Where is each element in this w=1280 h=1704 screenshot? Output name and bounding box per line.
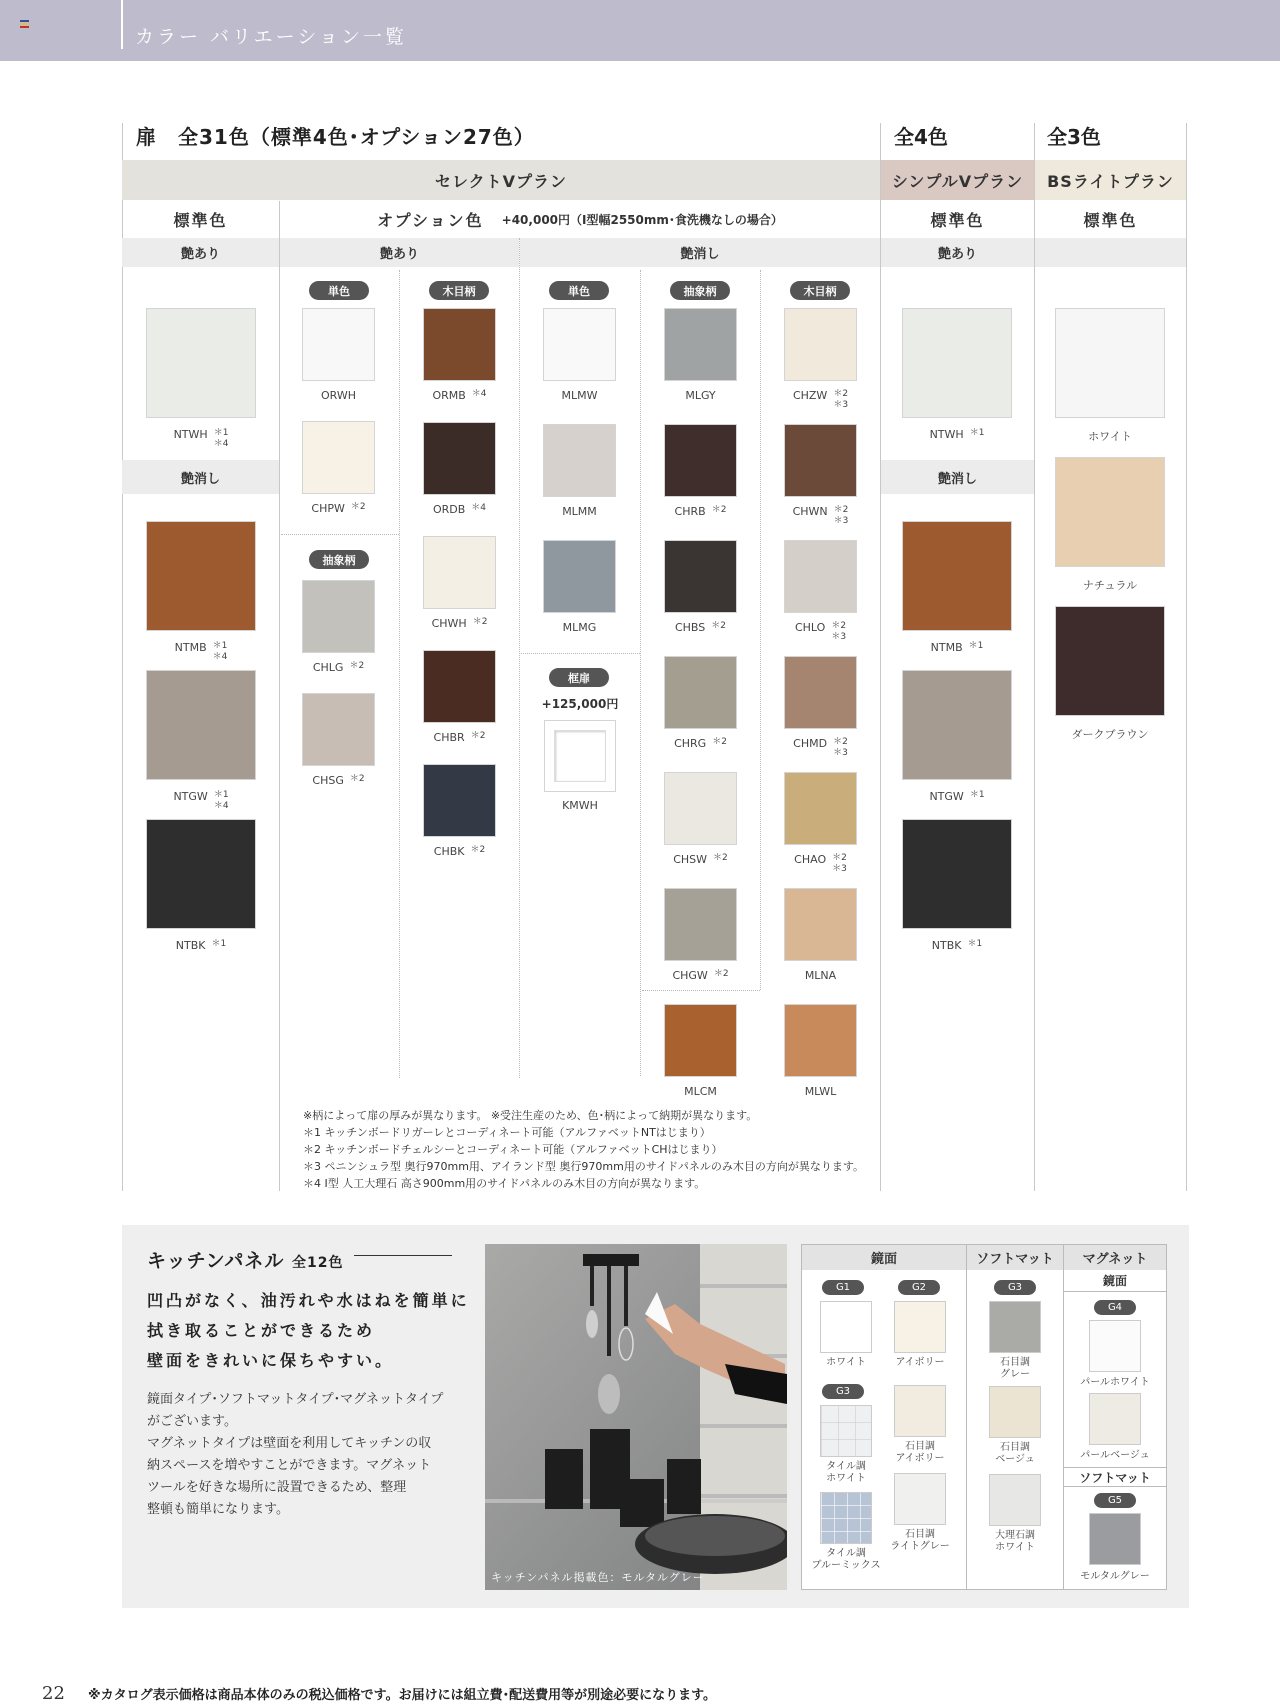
swatch-label: [282, 502, 395, 515]
grid-line: [880, 123, 881, 1191]
group-g4: G4: [1094, 1300, 1136, 1315]
grid-dot-line: [521, 653, 640, 654]
swatch-label: [644, 389, 757, 402]
swatch-mlcm: [664, 1004, 737, 1077]
swatch-code: NTGW: [173, 790, 208, 803]
swatch-note: ＊2 ＊3: [833, 737, 848, 758]
panel-swatch-label: ホワイト: [826, 1357, 866, 1368]
plan-simple: シンプルVプラン: [881, 160, 1034, 200]
swatch-chrb: [664, 424, 737, 497]
kitchen-photo: [485, 1244, 787, 1590]
swatch-note: ＊4: [471, 389, 487, 399]
swatch-note: ＊1: [969, 790, 985, 800]
grid-dot-line: [760, 270, 761, 990]
swatch-label: [1035, 726, 1185, 742]
option-label: オプション色: [377, 211, 484, 230]
note-line: ＊3 ペニンシュラ型 奥行970mm用、アイランド型 奥行970mm用のサイドパネルのみ木目の方向が異なります。: [303, 1160, 864, 1173]
panel-swatch-label: アイボリー: [895, 1357, 945, 1368]
th-magnet-soft: ソフトマット: [1064, 1467, 1166, 1487]
simple-matte-header: 艶消し: [881, 460, 1034, 494]
swatch-note: ＊2 ＊3: [832, 853, 847, 874]
page-number: 22: [42, 1683, 65, 1704]
plan-select: セレクトVプラン: [122, 160, 880, 200]
swatch-label: [764, 969, 877, 982]
tag-solid: 単色: [549, 281, 609, 300]
swatch-chrg: [664, 656, 737, 729]
std-gloss-header: 艶あり: [122, 238, 279, 267]
grid-dot-line: [642, 990, 760, 991]
simple-gloss-header: 艶あり: [881, 238, 1034, 267]
panel-swatch-label: タイル調 ブルーミックス: [811, 1548, 881, 1571]
th-magnet-mirror: 鏡面: [1064, 1270, 1166, 1292]
swatch-note: ＊1: [969, 428, 985, 438]
swatch-code: ORDB: [432, 503, 466, 516]
swatch-code: MLGY: [685, 389, 716, 402]
grid-dot-line: [399, 270, 400, 1078]
swatch-label: [403, 731, 516, 744]
swatch-code: CHBR: [433, 731, 465, 744]
frame-price: +125,000円: [541, 697, 619, 711]
swatch-note: ＊2: [350, 502, 366, 512]
swatch-code: NTMB: [174, 641, 207, 654]
tag-solid: 単色: [309, 281, 369, 300]
swatch-ntbk: [146, 819, 256, 929]
swatch-code: CHBK: [433, 845, 465, 858]
grid-line: [1186, 123, 1187, 1191]
panel-swatch-label: 石目調 グレー: [1000, 1357, 1030, 1380]
note-line: ＊4 I型 人工大理石 高さ900mm用のサイドパネルのみ木目の方向が異なります。: [303, 1177, 706, 1190]
swatch-chzw: [784, 308, 857, 381]
swatch-chwn: [784, 424, 857, 497]
swatch-label: [1035, 428, 1185, 444]
swatch-code: ダークブラウン: [1071, 728, 1149, 741]
kitchen-panel-lead: [147, 1286, 470, 1376]
panel-swatch-ivory: [894, 1301, 946, 1353]
swatch-ntbk: [902, 819, 1012, 929]
swatch-note: ＊4: [471, 503, 487, 513]
swatch-label: [403, 845, 516, 858]
swatch-chlo: [784, 540, 857, 613]
lead-line: 拭き取ることができるため: [147, 1321, 376, 1340]
photo-caption: キッチンパネル掲載色：モルタルグレー: [491, 1571, 705, 1584]
swatch-note: ＊1 ＊4: [212, 641, 228, 662]
swatch-chbk: [423, 764, 496, 837]
swatch-chsg: [302, 693, 375, 766]
kitchen-panel-count: 全12色: [291, 1255, 344, 1271]
body-line: 納スペースを増やすことができます。マグネット: [147, 1458, 432, 1473]
swatch-code: MLMG: [562, 621, 597, 634]
swatch-code: MLCM: [684, 1085, 717, 1098]
swatch-label: KMWH: [562, 799, 598, 812]
plan-bs: BSライトプラン: [1035, 160, 1186, 200]
swatch-note: ＊2: [711, 505, 727, 515]
panel-swatch-label: パールベージュ: [1080, 1450, 1150, 1461]
swatch-code: CHRB: [674, 505, 706, 518]
grid-dot-line: [519, 238, 520, 1078]
panel-swatch-mortar-grey: [1089, 1513, 1141, 1565]
swatch-mlmm: [543, 424, 616, 497]
group-g5: G5: [1094, 1493, 1136, 1508]
swatch-chbs: [664, 540, 737, 613]
swatch-note: ＊2: [712, 737, 727, 747]
swatch-note: ＊2: [349, 774, 365, 784]
swatch-code: NTBK: [175, 939, 206, 952]
swatch-ntwh: [146, 308, 256, 418]
panel-swatch-stone-lightgrey: [894, 1473, 946, 1525]
swatch-chlg: [302, 580, 375, 653]
swatch-code: CHMD: [793, 737, 828, 750]
swatch-label: [764, 621, 877, 643]
panel-swatch-stone-grey: [989, 1301, 1041, 1353]
swatch-code: CHZW: [792, 389, 828, 402]
swatch-ntwh: [902, 308, 1012, 418]
kitchen-panel-body: [147, 1389, 443, 1521]
swatch-label: [882, 428, 1032, 441]
bs-count: 全3色: [1047, 125, 1101, 149]
panel-swatch-tile-white: [820, 1405, 872, 1457]
swatch-chbr: [423, 650, 496, 723]
tag-wood: 木目柄: [429, 281, 489, 300]
swatch-note: ＊2: [711, 621, 727, 631]
panel-swatch-white: [820, 1301, 872, 1353]
swatch-ナチュラル: [1055, 457, 1165, 567]
header-divider: [121, 0, 123, 49]
swatch-label: [282, 661, 395, 674]
panel-swatch-label: モルタルグレー: [1080, 1571, 1150, 1582]
kitchen-panel-color-table: [801, 1244, 1167, 1590]
panel-swatch-pearl-white: [1089, 1320, 1141, 1372]
swatch-label: [126, 428, 276, 450]
swatch-label: [523, 621, 636, 634]
swatch-code: NTWH: [173, 428, 208, 441]
option-price: +40,000円（I型幅2550mm･食洗機なしの場合）: [501, 213, 783, 227]
swatch-code: CHAO: [794, 853, 827, 866]
option-header: [280, 204, 880, 235]
footer-note: ※カタログ表示価格は商品本体のみの税込価格です。お届けには組立費･配送費用等が別途必要になります。: [88, 1688, 717, 1703]
swatch-label: [523, 505, 636, 518]
swatch-mlmg: [543, 540, 616, 613]
swatch-label: [403, 389, 516, 402]
grid-dot-line: [640, 270, 641, 1076]
group-g3: G3: [994, 1280, 1036, 1295]
swatch-label: [523, 389, 636, 402]
body-line: 鏡面タイプ･ソフトマットタイプ･マグネットタイプ: [147, 1392, 444, 1407]
grid-line: [122, 123, 123, 1191]
swatch-label: [882, 939, 1032, 952]
swatch-code: NTBK: [931, 939, 962, 952]
door-section-title: 扉 全31色（標準4色･オプション27色）: [136, 125, 535, 149]
logo-icon: [20, 20, 29, 27]
panel-swatch-label: パールホワイト: [1080, 1377, 1150, 1388]
swatch-code: ナチュラル: [1082, 579, 1138, 592]
swatch-note: ＊1: [211, 939, 227, 949]
swatch-code: CHLO: [794, 621, 826, 634]
swatch-code: NTMB: [930, 641, 963, 654]
swatch-label: [764, 1085, 877, 1098]
swatch-mlna: [784, 888, 857, 961]
swatch-chwh: [423, 536, 496, 609]
bs-header-blank: [1035, 238, 1186, 267]
swatch-note: ＊1: [968, 641, 984, 651]
swatch-label: [644, 853, 757, 866]
std-matte-header: 艶消し: [122, 460, 279, 494]
swatch-label: [764, 505, 877, 527]
swatch-chpw: [302, 421, 375, 494]
opt-gloss-header: 艶あり: [280, 238, 519, 267]
swatch-code: CHSG: [312, 774, 344, 787]
swatch-note: ＊2: [713, 969, 729, 979]
kitchen-photo-illustration: [485, 1244, 787, 1590]
swatch-code: CHPW: [311, 502, 345, 515]
table-divider: [1063, 1245, 1064, 1589]
swatch-code: CHSW: [673, 853, 708, 866]
swatch-code: MLNA: [804, 969, 837, 982]
th-mirror: 鏡面: [802, 1245, 966, 1270]
swatch-ormb: [423, 308, 496, 381]
panel-swatch-tile-blue: [820, 1492, 872, 1544]
panel-swatch-label: タイル調 ホワイト: [826, 1461, 866, 1484]
swatch-code: MLWL: [804, 1085, 837, 1098]
swatch-code: MLMM: [562, 505, 597, 518]
panel-swatch-pearl-beige: [1089, 1393, 1141, 1445]
body-line: 整頓も簡単になります。: [147, 1502, 289, 1517]
swatch-ordb: [423, 422, 496, 495]
panel-swatch-stone-beige: [989, 1386, 1041, 1438]
std-label: 標準色: [173, 211, 228, 230]
body-line: マグネットタイプは壁面を利用してキッチンの収: [147, 1436, 432, 1451]
swatch-code: NTGW: [929, 790, 964, 803]
swatch-label: [126, 939, 276, 952]
tag-frame: 框扉: [549, 668, 609, 687]
th-softmatte: ソフトマット: [967, 1245, 1063, 1270]
swatch-label: [282, 774, 395, 787]
swatch-label: [644, 505, 757, 518]
swatch-label: [882, 790, 1032, 803]
group-g2: G2: [898, 1280, 940, 1295]
swatch-ダークブラウン: [1055, 606, 1165, 716]
grid-line: [1034, 123, 1035, 1191]
swatch-note: ＊2 ＊3: [833, 505, 849, 526]
body-line: ツールを好きな場所に設置できるため、整理: [147, 1480, 407, 1495]
swatch-label: [882, 641, 1032, 654]
swatch-code: CHGW: [672, 969, 708, 982]
swatch-note: ＊2 ＊3: [831, 621, 847, 642]
swatch-label: [764, 389, 877, 411]
kitchen-panel-title-text: キッチンパネル: [147, 1250, 285, 1272]
swatch-mlgy: [664, 308, 737, 381]
swatch-label: [403, 617, 516, 630]
page-header: [0, 0, 1280, 61]
page-title: カラー バリエーション一覧: [135, 26, 407, 48]
swatch-mlmw: [543, 308, 616, 381]
swatch-label: [644, 969, 757, 982]
title-rule: [354, 1255, 452, 1256]
th-magnet: マグネット: [1064, 1245, 1166, 1270]
swatch-label: [764, 737, 877, 759]
swatch-note: ＊1: [967, 939, 983, 949]
swatch-label: [126, 790, 276, 812]
tag-abstract: 抽象柄: [309, 550, 369, 569]
group-g3: G3: [822, 1384, 864, 1399]
swatch-ntgw: [146, 670, 256, 780]
swatch-note: ＊2: [472, 617, 488, 627]
kitchen-panel-title: [147, 1246, 343, 1273]
panel-swatch-label: 石目調 ベージュ: [995, 1442, 1035, 1465]
note-line: ※柄によって扉の厚みが異なります。 ※受注生産のため、色･柄によって納期が異なります。: [303, 1109, 758, 1122]
note-line: ＊2 キッチンボードチェルシーとコーディネート可能（アルファベットCHはじまり）: [303, 1143, 723, 1156]
swatch-note: ＊1 ＊4: [213, 428, 229, 449]
swatch-label: [1035, 577, 1185, 593]
swatch-note: ＊1 ＊4: [213, 790, 229, 811]
swatch-label: [282, 389, 395, 402]
door-notes: [303, 1107, 864, 1192]
swatch-note: ＊2: [349, 661, 365, 671]
swatch-note: ＊2: [470, 845, 486, 855]
swatch-kmwh: [544, 720, 616, 792]
swatch-label: [764, 853, 877, 875]
tag-wood: 木目柄: [790, 281, 850, 300]
swatch-code: CHBS: [674, 621, 706, 634]
panel-swatch-marble-white: [989, 1474, 1041, 1526]
swatch-note: ＊2: [713, 853, 728, 863]
lead-line: 壁面をきれいに保ちやすい。: [147, 1351, 395, 1370]
grid-line: [279, 201, 280, 1191]
bs-std-label: 標準色: [1083, 211, 1138, 230]
swatch-code: CHLG: [312, 661, 344, 674]
swatch-label: [126, 641, 276, 663]
swatch-chao: [784, 772, 857, 845]
swatch-note: ＊2 ＊3: [833, 389, 849, 410]
table-divider: [966, 1245, 967, 1589]
note-line: ＊1 キッチンボードリガーレとコーディネート可能（アルファベットNTはじまり）: [303, 1126, 711, 1139]
swatch-chgw: [664, 888, 737, 961]
tag-abstract: 抽象柄: [670, 281, 730, 300]
swatch-orwh: [302, 308, 375, 381]
swatch-code: ORMB: [432, 389, 466, 402]
swatch-label: [644, 737, 757, 750]
panel-swatch-label: 石目調 アイボリー: [895, 1441, 945, 1464]
simple-count: 全4色: [894, 125, 948, 149]
swatch-code: CHRG: [674, 737, 707, 750]
swatch-code: CHWN: [792, 505, 828, 518]
swatch-ntgw: [902, 670, 1012, 780]
swatch-label: [644, 621, 757, 634]
body-line: がございます。: [147, 1414, 237, 1429]
swatch-code: ホワイト: [1088, 430, 1132, 443]
swatch-ntmb: [146, 521, 256, 631]
swatch-label: [403, 503, 516, 516]
swatch-code: NTWH: [929, 428, 964, 441]
panel-swatch-label: 石目調 ライトグレー: [890, 1529, 950, 1552]
swatch-ntmb: [902, 521, 1012, 631]
swatch-mlwl: [784, 1004, 857, 1077]
swatch-chmd: [784, 656, 857, 729]
lead-line: 凹凸がなく、油汚れや水はねを簡単に: [147, 1291, 470, 1310]
opt-matte-header: 艶消し: [520, 238, 880, 267]
swatch-code: MLMW: [561, 389, 598, 402]
grid-dot-line: [281, 534, 399, 535]
swatch-label: [644, 1085, 757, 1098]
simple-std-label: 標準色: [930, 211, 985, 230]
panel-swatch-stone-ivory: [894, 1385, 946, 1437]
swatch-note: ＊2: [470, 731, 486, 741]
panel-swatch-label: 大理石調 ホワイト: [995, 1530, 1035, 1553]
group-g1: G1: [822, 1280, 864, 1295]
swatch-code: ORWH: [320, 389, 356, 402]
swatch-chsw: [664, 772, 737, 845]
swatch-ホワイト: [1055, 308, 1165, 418]
swatch-code: CHWH: [431, 617, 467, 630]
